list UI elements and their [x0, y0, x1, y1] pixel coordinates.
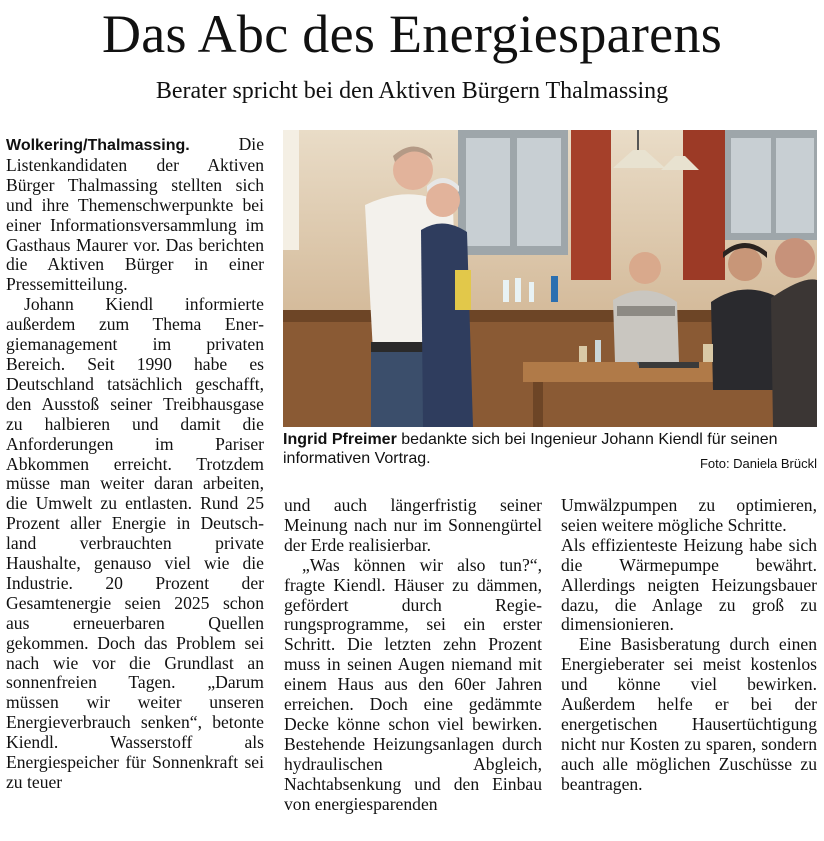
photo-illustration [283, 130, 817, 427]
article-photo [283, 130, 817, 427]
article-column-3 [561, 496, 817, 795]
photo-credit: Foto: Daniela Brückl [699, 456, 817, 471]
paragraph-text: Die Listenkandidaten der Aktiven Bürger Thalmassing stellten sich und ihre Themenschwerpunkte bei einer Informationsversammlung im Gasthaus Maurer vor. Das berichten die Aktiven Bürger in einer Pressemitteilung. [6, 134, 264, 295]
paragraph [6, 135, 264, 295]
article-column-2 [284, 496, 542, 815]
paragraph: Umwälzpumpen zu optimieren, seien weitere mögliche Schritte. [561, 495, 817, 535]
paragraph: Als effizienteste Heizung habe sich die Wärmepumpe bewährt. Allerdings neigten Heizungsbauer dazu, die Anlage zu groß zu dimensionieren. [561, 534, 817, 635]
caption-name: Ingrid Pfreimer [283, 431, 397, 448]
paragraph: Johann Kiendl informierte außerdem zum Thema Energiemanagement im privaten Bereich. Seit 1990 habe es Deutschland tatsächlich geschafft, den Ausstoß seiner Treibhausgase zu halbieren und damit die Anforderungen im Pariser Abkommen erreicht. Trotzdem müsse man weiter daran arbeiten, die Umwelt zu entlasten. Rund 25 Prozent aller Energie in Deutschland verbrauchten private Haushalte, genauso viel wie die Industrie. 20 Prozent der Gesamtenergie seien 2025 schon aus erneuerbaren Quellen gekommen. Doch das Problem sei nach wie vor die Grundlast an sonnenfreien Tagen. „Darum müssen wir weiter unseren Energieverbrauch senken“, betonte Kiendl. Wasserstoff als Energiespeicher für Sonnenkraft sei zu teuer [6, 294, 264, 792]
paragraph: Eine Basisberatung durch einen Energieberater sei meist kostenlos und könne viel bewirken. Außerdem helfe er bei der energetischen Hausertüchtigung nicht nur Kosten zu sparen, sondern auch alle möglichen Zuschüsse zu beantragen. [561, 634, 817, 794]
caption-text: bedankte sich bei Ingenieur Johann Kiendl für seinen informativen Vortrag. [283, 431, 778, 467]
article-column-1 [6, 135, 264, 793]
dateline: Wolkering/Thalmassing. [6, 137, 190, 154]
subheadline: Berater spricht bei den Aktiven Bürgern Thalmassing [155, 78, 669, 104]
headline: Das Abc des Energiesparens [101, 4, 723, 64]
paragraph: und auch längerfristig seiner Meinung nach nur im Sonnengürtel der Erde realisierbar. [284, 495, 542, 555]
paragraph: „Was können wir also tun?“, fragte Kiendl. Häuser zu dämmen, gefördert durch Regierungsprogramme, sei ein erster Schritt. Die letzten zehn Prozent muss in seinen Augen niemand mit einem Haus aus den 60er Jahren erreichen. Doch eine gedämmte Decke könne schon viel bewirken. Bestehende Heizungsanlagen durch hydraulischen Abgleich, Nachtabsenkung und den Einbau von energiesparenden [284, 554, 542, 814]
